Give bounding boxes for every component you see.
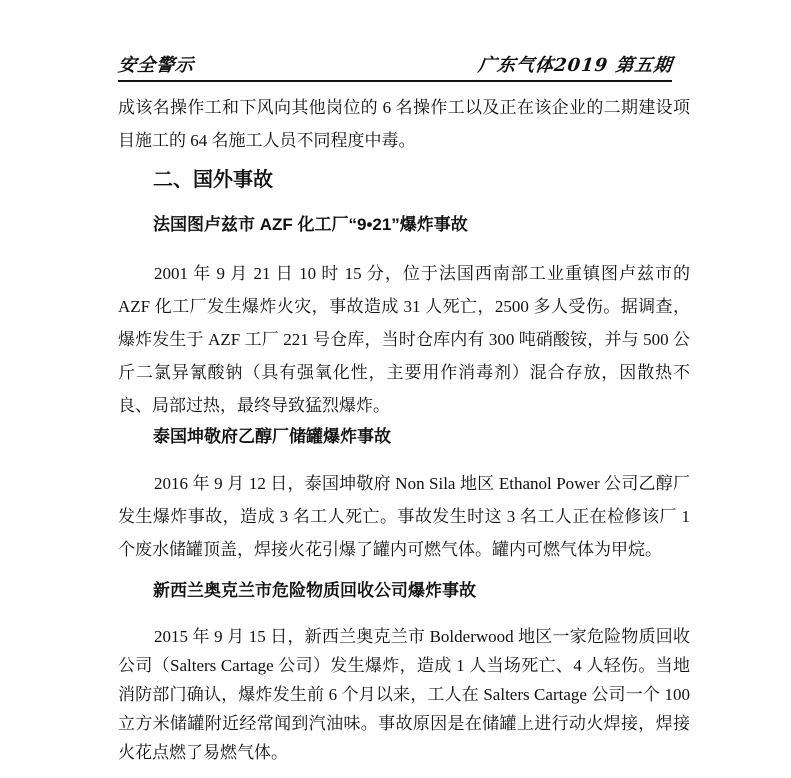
- article-body: 2015 年 9 月 15 日，新西兰奥克兰市 Bolderwood 地区一家危险物质回收公司（Salters Cartage 公司）发生爆炸，造成 1 人当场死亡、4 人轻伤。当地消防部门确认，爆炸发生前 6 个月以来，工人在 Salters Cartage 公司一个 100 立方米储罐附近经常闻到汽油味。事故原因是在储罐上进行动火焊接，焊接火花点燃了易燃气体。: [118, 627, 690, 762]
- article-heading: 法国图卢兹市 AZF 化工厂“9•21”爆炸事故: [153, 215, 468, 234]
- page-header: [118, 55, 672, 82]
- page-content: [118, 55, 690, 767]
- header-right-title: 广东气体2019 第五期: [476, 55, 674, 76]
- article-body: 2001 年 9 月 21 日 10 时 15 分，位于法国西南部工业重镇图卢兹市的 AZF 化工厂发生爆炸火灾，事故造成 31 人死亡，2500 多人受伤。据调查，爆炸发生于 AZF 工厂 221 号仓库，当时仓库内有 300 吨硝酸铵，并与 500 公斤二氯异氰酸钠（具有强氧化性，主要用作消毒剂）混合存放，因散热不良、局部过热，最终导致猛烈爆炸。: [118, 264, 690, 415]
- article-heading: 泰国坤敬府乙醇厂储罐爆炸事故: [153, 427, 391, 446]
- article-thailand-ethanol: [118, 425, 690, 566]
- article-body: 2016 年 9 月 12 日，泰国坤敬府 Non Sila 地区 Ethanol Power 公司乙醇厂发生爆炸事故，造成 3 名工人死亡。事故发生时这 3 名工人正在检修该厂 1 个废水储罐顶盖，焊接火花引爆了罐内可燃气体。罐内可燃气体为甲烷。: [118, 474, 690, 559]
- article-france-azf: [118, 213, 690, 422]
- article-heading: 新西兰奥克兰市危险物质回收公司爆炸事故: [153, 581, 476, 600]
- intro-paragraph: 成该名操作工和下风向其他岗位的 6 名操作工以及正在该企业的二期建设项目施工的 64 名施工人员不同程度中毒。: [118, 98, 690, 150]
- article-newzealand-recycling: [118, 579, 690, 767]
- section-title: 二、国外事故: [153, 169, 273, 191]
- header-left-title: 安全警示: [116, 55, 196, 76]
